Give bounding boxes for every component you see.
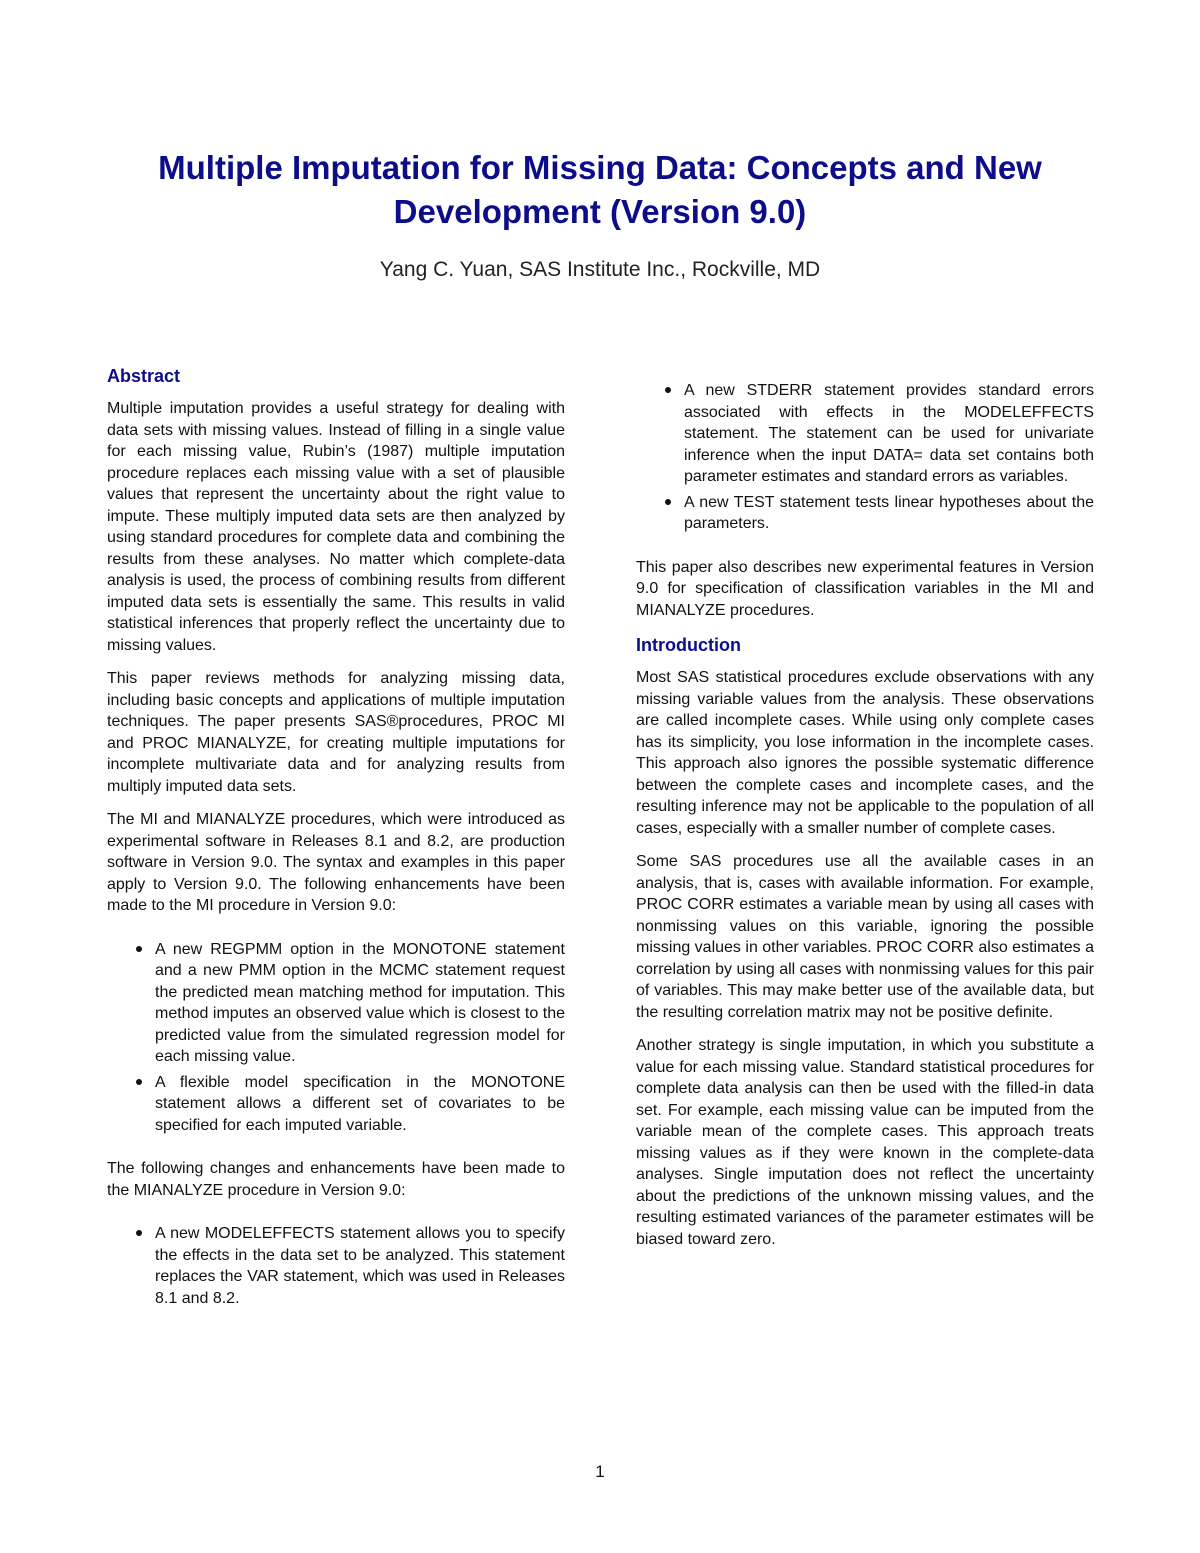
introduction-paragraph-2: Some SAS procedures use all the available cases in an analysis, that is, cases with available information. For example, PROC CORR estimates a variable mean by using all cases with nonmissing values on this variable, ignoring the possible missing values in other variables. PROC CORR also estimates a correlation by using all cases with nonmissing values for this pair of variables. This may make better use of the available data, but the resulting correlation matrix may not be positive definite.	[636, 853, 1094, 1021]
list-item-text: A new TEST statement tests linear hypotheses about the parameters.	[684, 493, 1094, 532]
list-item-text: A new STDERR statement provides standard errors associated with effects in the MODELEFFECTS statement. The statement can be used for univariate inference when the input DATA= data set contains both parameter estimates and standard errors as variables.	[684, 382, 1094, 485]
list-item	[636, 492, 1094, 535]
list-item	[107, 1223, 565, 1309]
paper-title	[100, 146, 1100, 234]
bullet-icon	[135, 1229, 143, 1237]
abstract-heading: Abstract	[107, 366, 181, 386]
bullet-icon	[664, 498, 672, 506]
list-item	[107, 939, 565, 1068]
list-item-text: A new MODELEFFECTS statement allows you to specify the effects in the data set to be analyzed. This statement replaces the VAR statement, which was used in Releases 8.1 and 8.2.	[155, 1225, 565, 1307]
mi-enhancements-list	[107, 939, 565, 1137]
mianalyze-enhancements-list-continued	[636, 380, 1094, 535]
abstract-paragraph-3: The MI and MIANALYZE procedures, which were introduced as experimental software in Releases 8.1 and 8.2, are production software in Version 9.0. The syntax and examples in this paper apply to Version 9.0. The following enhancements have been made to the MI procedure in Version 9.0:	[107, 811, 565, 914]
left-column	[107, 364, 565, 1331]
page-number: 1	[595, 1462, 605, 1481]
list-item	[107, 1072, 565, 1137]
bullet-icon	[664, 386, 672, 394]
mianalyze-enhancements-list	[107, 1223, 565, 1309]
introduction-paragraph-3: Another strategy is single imputation, in which you substitute a value for each missing value. Standard statistical procedures for complete data analysis can then be used with the filled-in data set. For example, each missing value can be imputed from the variable mean of the complete cases. This approach treats missing values as if they were known in the complete-data analyses. Single imputation does not reflect the uncertainty about the predictions of the unknown missing values, and the resulting estimated variances of the parameter estimates will be biased toward zero.	[636, 1037, 1094, 1248]
author-line: Yang C. Yuan, SAS Institute Inc., Rockville, MD	[379, 258, 821, 281]
abstract-paragraph-4: The following changes and enhancements have been made to the MIANALYZE procedure in Version 9.0:	[107, 1160, 565, 1199]
list-item-text: A new REGPMM option in the MONOTONE statement and a new PMM option in the MCMC statement request the predicted mean matching method for imputation. This method imputes an observed value which is closest to the predicted value from the simulated regression model for each missing value.	[155, 940, 565, 1065]
introduction-paragraph-1: Most SAS statistical procedures exclude observations with any missing variable values from the analysis. These observations are called incomplete cases. While using only complete cases has its simplicity, you lose information in the incomplete cases. This approach also ignores the possible systematic difference between the complete cases and incomplete cases, and the resulting inference may not be applicable to the population of all cases, especially with a smaller number of complete cases.	[636, 669, 1094, 837]
bullet-icon	[135, 945, 143, 953]
abstract-paragraph-2: This paper reviews methods for analyzing missing data, including basic concepts and applications of multiple imputation techniques. The paper presents SAS®procedures, PROC MI and PROC MIANALYZE, for creating multiple imputations for incomplete multivariate data and for analyzing results from multiply imputed data sets.	[107, 670, 565, 795]
bullet-icon	[135, 1078, 143, 1086]
right-column	[636, 380, 1094, 1262]
introduction-heading: Introduction	[636, 635, 741, 655]
list-item-text: A flexible model specification in the MONOTONE statement allows a different set of covariates to be specified for each imputed variable.	[155, 1073, 565, 1134]
title-line-1: Multiple Imputation for Missing Data: Concepts and New	[158, 149, 1042, 186]
title-line-2: Development (Version 9.0)	[393, 193, 807, 230]
abstract-paragraph-5: This paper also describes new experimental features in Version 9.0 for specification of classification variables in the MI and MIANALYZE procedures.	[636, 558, 1094, 619]
abstract-paragraph-1: Multiple imputation provides a useful strategy for dealing with data sets with missing values. Instead of filling in a single value for each missing value, Rubin’s (1987) multiple imputation procedure replaces each missing value with a set of plausible values that represent the uncertainty about the right value to impute. These multiply imputed data sets are then analyzed by using standard procedures for complete data and combining the results from these analyses. No matter which complete-data analysis is used, the process of combining results from different imputed data sets is essentially the same. This results in valid statistical inferences that properly reflect the uncertainty due to missing values.	[107, 400, 565, 654]
list-item	[636, 380, 1094, 488]
